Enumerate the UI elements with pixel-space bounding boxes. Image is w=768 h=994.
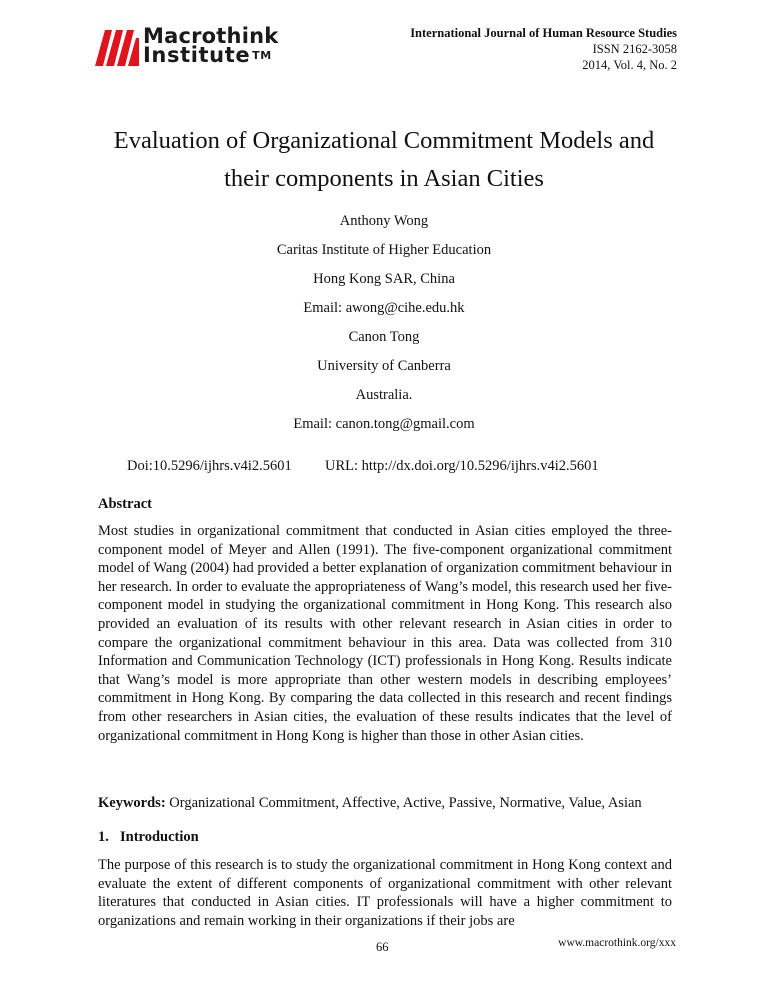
- keywords-line: [98, 795, 678, 812]
- logo-line2: [143, 43, 278, 67]
- section-title: Introduction: [120, 829, 199, 845]
- abstract-body: Most studies in organizational commitment that conducted in Asian cities employed the three-component model of Meyer and Allen (1991). The five-component organizational commitment model of Wang (2004) had provided a better explanation of organization commitment behaviour in her research. In order to evaluate the appropriateness of Wang’s model, this research used her five-component model in studying the organizational commitment in Hong Kong. This research also provided an evaluation of its results with other relevant research in Asian cities in order to compare the organizational commitment behaviour in this area. Data was collected from 310 Information and Communication Technology (ICT) professionals in Hong Kong. Results indicate that Wang’s model is more appropriate than other western models in describing employees’ commitment in Hong Kong. By comparing the data collected in this research and recent findings from other researchers in Asian cities, the evaluation of these results indicates that the level of organizational commitment in Hong Kong is higher than those in other Asian cities.: [98, 523, 672, 744]
- author-email[interactable]: Email: awong@cihe.edu.hk: [303, 300, 465, 316]
- footer-url-link[interactable]: www.macrothink.org/xxx: [558, 937, 676, 949]
- journal-header: [410, 25, 677, 73]
- journal-volume: 2014, Vol. 4, No. 2: [582, 58, 677, 72]
- title-line-2: their components in Asian Cities: [224, 165, 544, 192]
- journal-issn: ISSN 2162-3058: [592, 42, 677, 56]
- logo-trademark: TM: [252, 49, 272, 62]
- page-number: 66: [376, 940, 389, 954]
- journal-name: International Journal of Human Resource Studies: [410, 26, 677, 40]
- author-location: Australia.: [355, 387, 413, 403]
- doi-text: Doi:10.5296/ijhrs.v4i2.5601: [127, 458, 292, 474]
- paper-title: [60, 122, 708, 198]
- logo-wordmark: [143, 24, 279, 67]
- abstract-heading: Abstract: [98, 496, 152, 512]
- keywords-label: Keywords:: [98, 795, 166, 811]
- intro-paragraph: The purpose of this research is to study the organizational commitment in Hong Kong context and evaluate the extent of different components of organizational commitment with other relevant literatures that conducted in Asian cities. IT professionals will have a higher commitment to organizations and remain working in their organizations if their jobs are: [98, 857, 672, 929]
- doi-url-link[interactable]: URL: http://dx.doi.org/10.5296/ijhrs.v4i2.5601: [325, 458, 599, 474]
- macrothink-logo-icon: [93, 26, 139, 66]
- author-email[interactable]: Email: canon.tong@gmail.com: [293, 416, 475, 432]
- logo-line1: Macrothink: [143, 24, 279, 48]
- title-line-1: Evaluation of Organizational Commitment Models and: [113, 127, 655, 154]
- author-location: Hong Kong SAR, China: [313, 271, 455, 287]
- publisher-logo: [93, 26, 278, 66]
- author-name: Anthony Wong: [339, 213, 429, 229]
- keywords-list: Organizational Commitment, Affective, Active, Passive, Normative, Value, Asian: [169, 795, 642, 811]
- author-affiliation: Caritas Institute of Higher Education: [276, 242, 492, 258]
- logo-line2-text: Institute: [143, 43, 251, 67]
- section-number: 1.: [98, 829, 109, 845]
- section-heading: [98, 829, 199, 846]
- author-affiliation: University of Canberra: [317, 358, 451, 374]
- author-name: Canon Tong: [348, 329, 420, 345]
- author-block: [0, 207, 768, 439]
